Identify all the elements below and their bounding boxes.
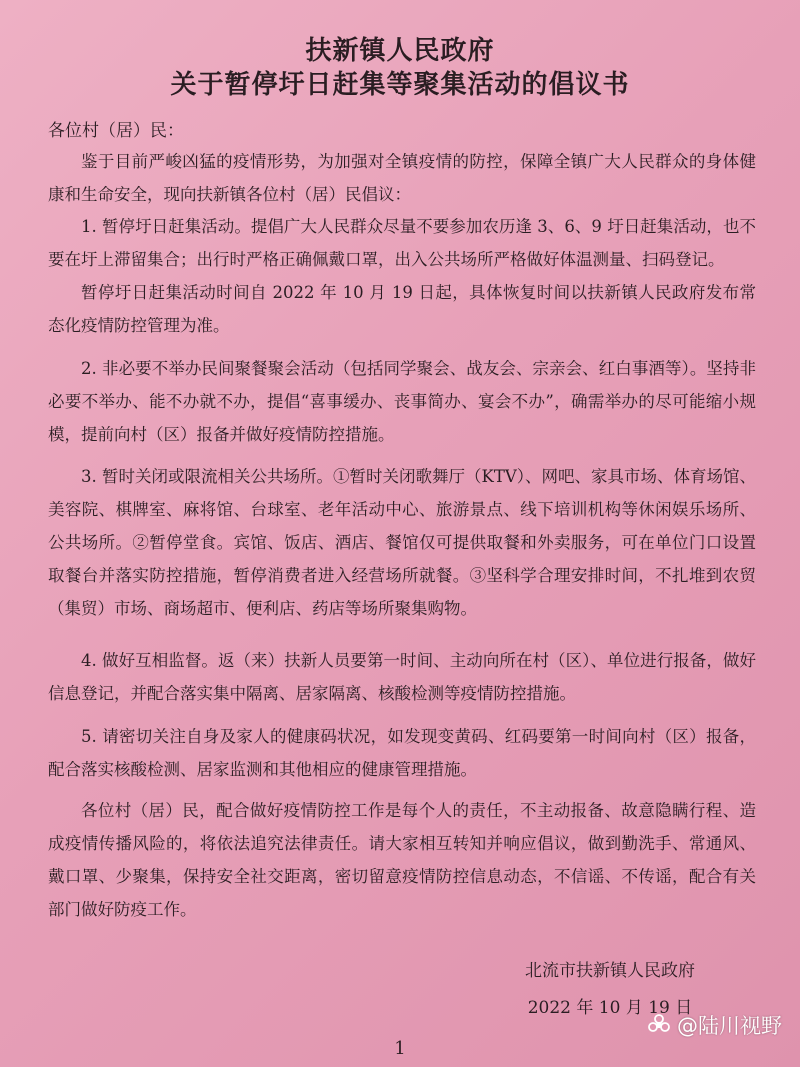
salutation: 各位村（居）民： bbox=[48, 121, 184, 141]
paragraph-item-1: 1. 暂停圩日赶集活动。提倡广大人民群众尽量不要参加农历逢 3、6、9 圩日赶集活动，也不要在圩上滞留集合；出行时严格正确佩戴口罩，出入公共场所严格做好体温测量、扫码登记。 bbox=[48, 217, 756, 269]
signoff-date: 2022 年 10 月 19 日 bbox=[527, 998, 693, 1018]
page-number: 1 bbox=[394, 1038, 406, 1059]
signoff-organization: 北流市扶新镇人民政府 bbox=[525, 961, 695, 981]
paragraph-item-2: 2. 非必要不举办民间聚餐聚会活动（包括同学聚会、战友会、宗亲会、红白事酒等）。坚持非必要不举办、能不办就不办，提倡“喜事缓办、丧事简办、宴会不办”，确需举办的尽可能缩小规模，提前向村（区）报备并做好疫情防控措施。 bbox=[48, 359, 756, 444]
paragraph-item-4: 4. 做好互相监督。返（来）扶新人员要第一时间、主动向所在村（区）、单位进行报备，做好信息登记，并配合落实集中隔离、居家隔离、核酸检测等疫情防控措施。 bbox=[48, 651, 756, 703]
paragraph-item-5: 5. 请密切关注自身及家人的健康码状况，如发现变黄码、红码要第一时间向村（区）报备，配合落实核酸检测、居家监测和其他相应的健康管理措施。 bbox=[48, 727, 756, 779]
paragraph-closing: 各位村（居）民，配合做好疫情防控工作是每个人的责任，不主动报备、故意隐瞒行程、造成疫情传播风险的，将依法追究法律责任。请大家相互转知并响应倡议，做到勤洗手、常通风、戴口罩、少聚集，保持安全社交距离，密切留意疫情防控信息动态，不信谣、不传谣，配合有关部门做好防疫工作。 bbox=[48, 801, 756, 919]
watermark-text: @陆川视野 bbox=[677, 1014, 782, 1038]
document-title: 关于暂停圩日赶集等聚集活动的倡议书 bbox=[170, 70, 630, 100]
paragraph-item-1-period: 暂停圩日赶集活动时间自 2022 年 10 月 19 日起，具体恢复时间以扶新镇人民政府发布常态化疫情防控管理为准。 bbox=[48, 283, 756, 335]
paragraph-item-3: 3. 暂时关闭或限流相关公共场所。①暂时关闭歌舞厅（KTV）、网吧、家具市场、体育场馆、美容院、棋牌室、麻将馆、台球室、老年活动中心、旅游景点、线下培训机构等休闲娱乐场所、公共场所。②暂停堂食。宾馆、饭店、酒店、餐馆仅可提供取餐和外卖服务，可在单位门口设置取餐台并落实防控措施，暂停消费者进入经营场所就餐。③坚科学合理安排时间，不扎堆到农贸（集贸）市场、商场超市、便利店、药店等场所聚集购物。 bbox=[48, 467, 756, 618]
paragraph-intro: 鉴于目前严峻凶猛的疫情形势，为加强对全镇疫情的防控，保障全镇广大人民群众的身体健康和生命安全，现向扶新镇各位村（居）民倡议： bbox=[48, 152, 756, 204]
watermark bbox=[647, 1010, 782, 1040]
flower-logo-icon bbox=[647, 1013, 671, 1037]
document-title-issuer: 扶新镇人民政府 bbox=[305, 36, 495, 66]
